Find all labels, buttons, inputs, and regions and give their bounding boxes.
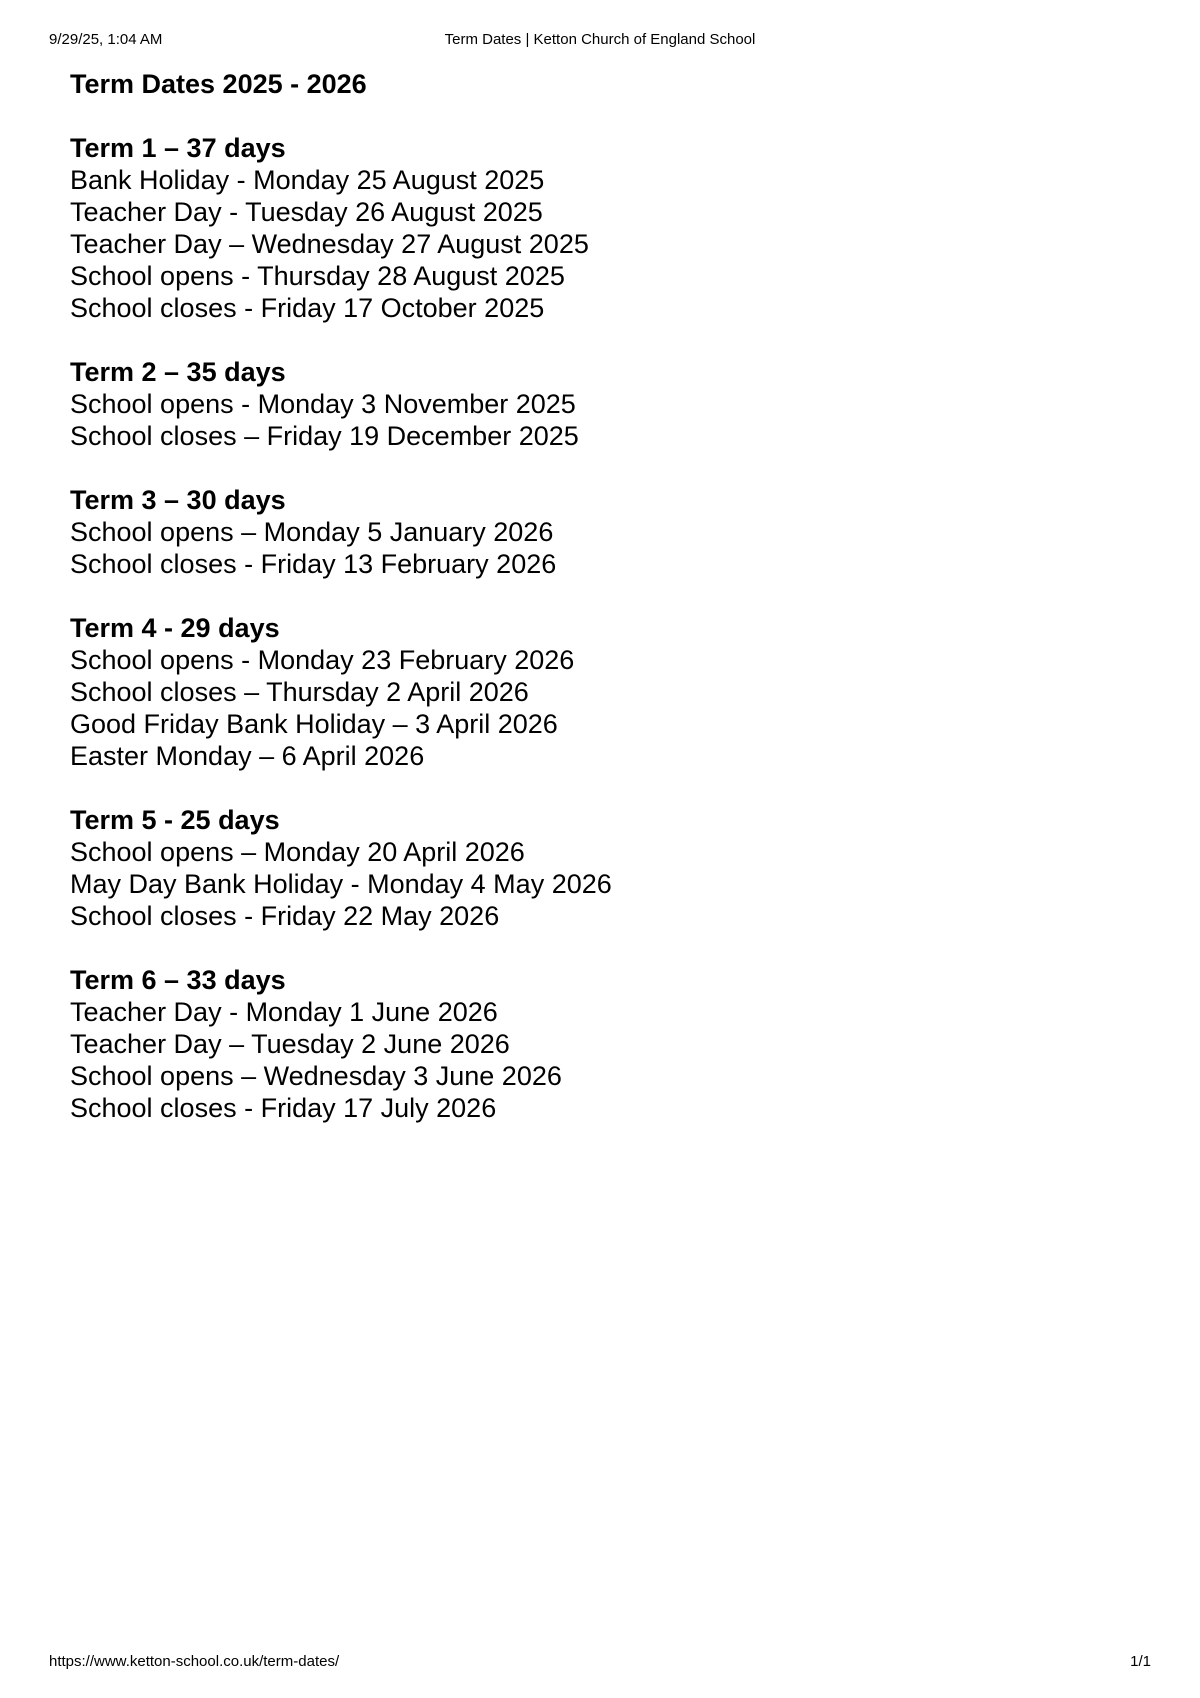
term-date-line: School closes – Friday 19 December 2025 xyxy=(70,421,579,451)
term-section xyxy=(70,964,1130,1124)
term-date-line: Good Friday Bank Holiday – 3 April 2026 xyxy=(70,709,558,739)
term-heading: Term 5 - 25 days xyxy=(70,805,280,835)
term-date-line: Teacher Day – Tuesday 2 June 2026 xyxy=(70,1029,510,1059)
term-heading: Term 6 – 33 days xyxy=(70,965,286,995)
print-page-title: Term Dates | Ketton Church of England School xyxy=(444,31,756,48)
term-heading: Term 3 – 30 days xyxy=(70,485,286,515)
term-date-line: Easter Monday – 6 April 2026 xyxy=(70,741,425,771)
term-date-line: School closes - Friday 17 July 2026 xyxy=(70,1093,497,1123)
term-section xyxy=(70,484,1130,580)
term-date-line: School opens - Monday 23 February 2026 xyxy=(70,645,575,675)
term-date-line: School opens – Monday 20 April 2026 xyxy=(70,837,525,867)
print-footer xyxy=(49,1652,1151,1672)
term-date-line: School closes - Friday 13 February 2026 xyxy=(70,549,557,579)
term-date-line: School opens - Monday 3 November 2025 xyxy=(70,389,576,419)
term-heading: Term 2 – 35 days xyxy=(70,357,286,387)
print-url: https://www.ketton-school.co.uk/term-dates/ xyxy=(49,1653,340,1670)
term-date-line: Bank Holiday - Monday 25 August 2025 xyxy=(70,165,545,195)
term-section xyxy=(70,132,1130,324)
page-title: Term Dates 2025 - 2026 xyxy=(70,69,367,99)
print-page-number: 1/1 xyxy=(1130,1653,1151,1670)
term-heading: Term 4 - 29 days xyxy=(70,613,280,643)
term-date-line: School opens – Monday 5 January 2026 xyxy=(70,517,554,547)
term-date-line: Teacher Day – Wednesday 27 August 2025 xyxy=(70,229,589,259)
term-heading: Term 1 – 37 days xyxy=(70,133,286,163)
term-date-line: School closes - Friday 17 October 2025 xyxy=(70,293,545,323)
term-date-line: School closes – Thursday 2 April 2026 xyxy=(70,677,529,707)
print-timestamp: 9/29/25, 1:04 AM xyxy=(49,31,163,48)
term-date-line: May Day Bank Holiday - Monday 4 May 2026 xyxy=(70,869,612,899)
main-content xyxy=(70,68,1130,1156)
term-section xyxy=(70,804,1130,932)
print-header xyxy=(49,30,1151,50)
term-section xyxy=(70,612,1130,772)
term-date-line: Teacher Day - Tuesday 26 August 2025 xyxy=(70,197,543,227)
term-date-line: School opens - Thursday 28 August 2025 xyxy=(70,261,565,291)
term-date-line: School opens – Wednesday 3 June 2026 xyxy=(70,1061,562,1091)
term-date-line: School closes - Friday 22 May 2026 xyxy=(70,901,500,931)
term-date-line: Teacher Day - Monday 1 June 2026 xyxy=(70,997,498,1027)
term-section xyxy=(70,356,1130,452)
